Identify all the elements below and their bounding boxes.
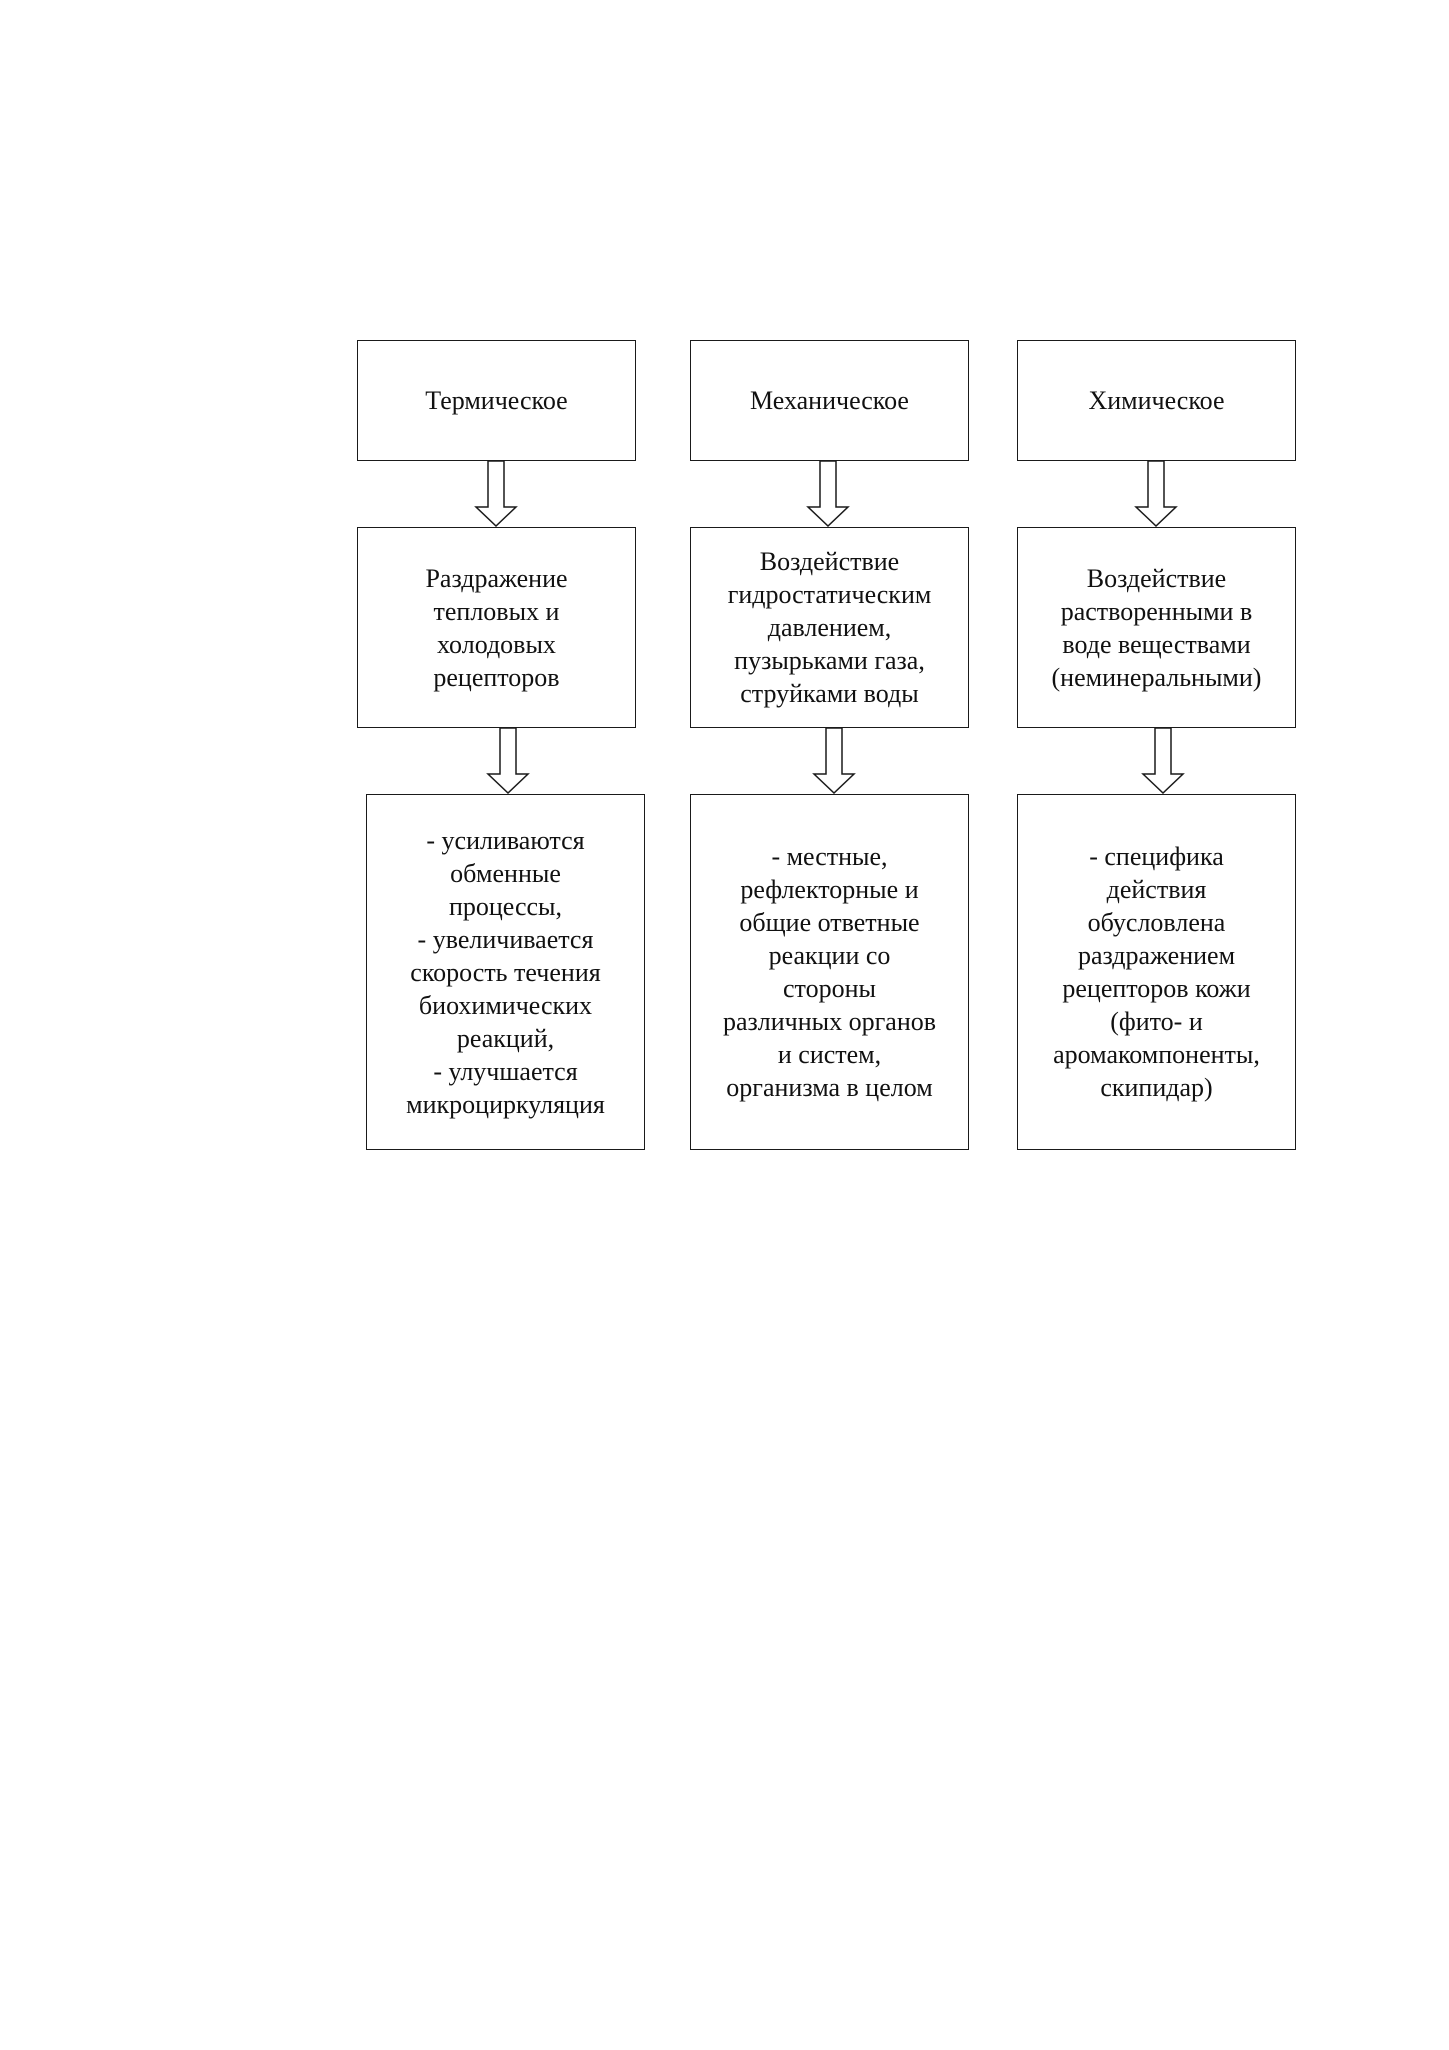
thermal-arrow-1-icon [474, 461, 518, 527]
mechanical-result-text: - местные, рефлекторные и общие ответные реакции со стороны различных органов и систем, организма в целом [722, 842, 937, 1102]
mechanical-effect-text: Воздействие гидростатическим давлением, пузырьками газа, струйками воды [727, 547, 932, 708]
thermal-result-box [366, 794, 645, 1150]
thermal-header-box [357, 340, 636, 461]
thermal-effect-box [357, 527, 636, 728]
chemical-result-box [1017, 794, 1296, 1150]
thermal-arrow-2-icon [486, 728, 530, 794]
mechanical-header-box [690, 340, 969, 461]
thermal-result-text: - усиливаются обменные процессы, - увеличивается скорость течения биохимических реакций, - улучшается микроциркуляция [406, 825, 605, 1119]
mechanical-result-box [690, 794, 969, 1150]
chemical-effect-text: Воздействие растворенными в воде веществами (неминеральными) [1051, 563, 1262, 692]
chemical-header-box [1017, 340, 1296, 461]
chemical-arrow-2-icon [1141, 728, 1185, 794]
mechanical-effect-box [690, 527, 969, 728]
mechanical-arrow-1-icon [806, 461, 850, 527]
mechanical-arrow-2-icon [812, 728, 856, 794]
thermal-effect-text: Раздражение тепловых и холодовых рецепторов [425, 563, 568, 692]
thermal-header-label: Термическое [425, 386, 568, 415]
chemical-result-text: - специфика действия обусловлена раздражением рецепторов кожи (фито- и аромакомпоненты, скипидар) [1053, 842, 1260, 1102]
chemical-header-label: Химическое [1088, 386, 1225, 415]
mechanical-header-label: Механическое [750, 386, 909, 415]
chemical-arrow-1-icon [1134, 461, 1178, 527]
chemical-effect-box [1017, 527, 1296, 728]
